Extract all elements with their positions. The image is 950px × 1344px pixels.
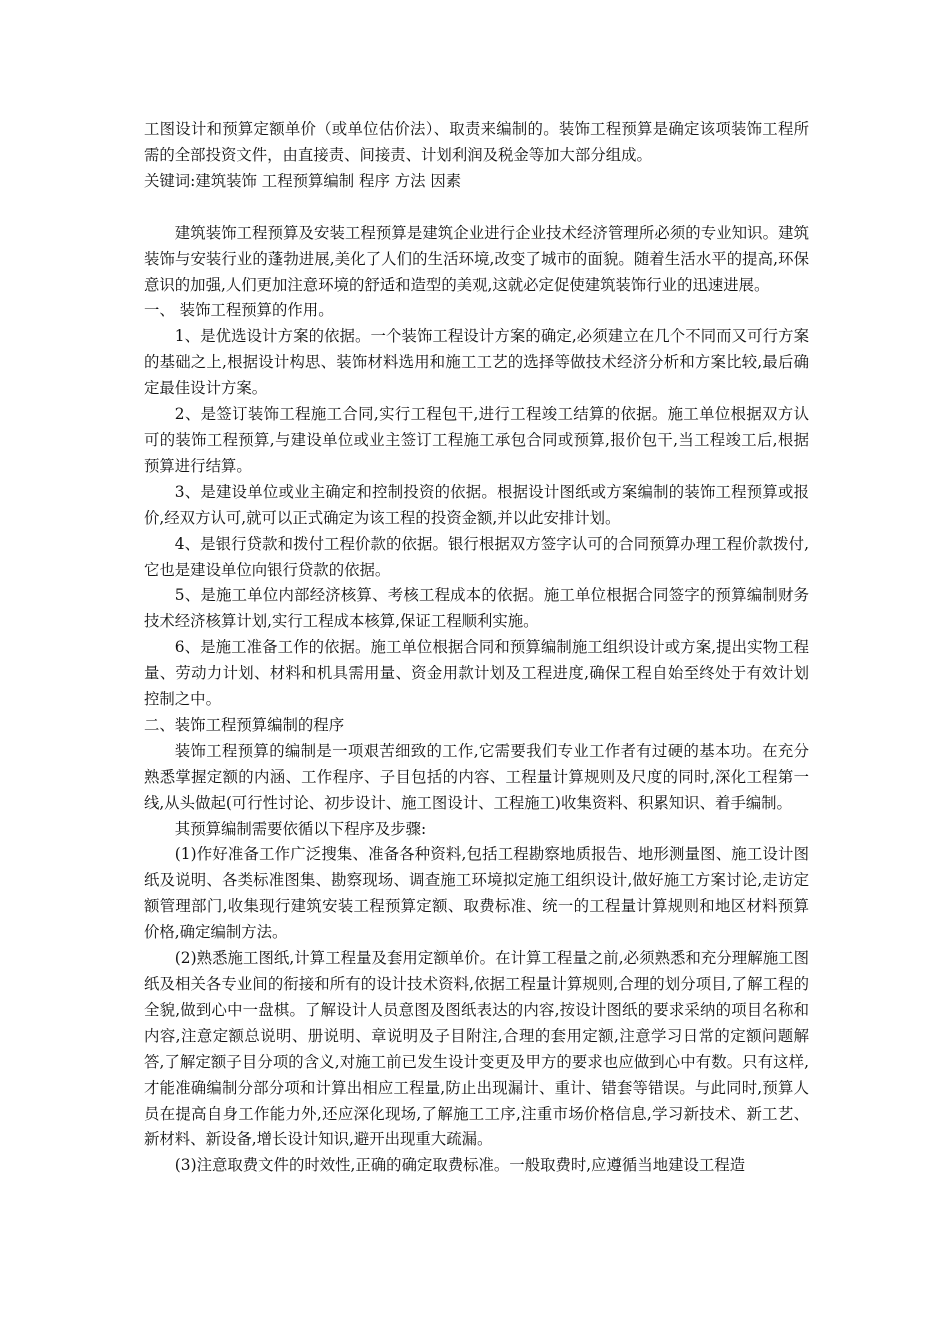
section-1-item: 5、是施工单位内部经济核算、考核工程成本的依据。施工单位根据合同签字的预算编制财务技术经济核算计划,实行工程成本核算,保证工程顺利实施。 xyxy=(144,586,809,631)
document-page xyxy=(144,117,809,1179)
section-2-step: (2)熟悉施工图纸,计算工程量及套用定额单价。在计算工程量之前,必须熟悉和充分理解施工图纸及相关各专业间的衔接和所有的设计技术资料,依据工程量计算规则,合理的划分项目,了解工程的全貌,做到心中一盘棋。了解设计人员意图及图纸表达的内容,按设计图纸的要求采纳的项目名称和内容,注意定额总说明、册说明、章说明及子目附注,合理的套用定额,注意学习日常的定额问题解答,了解定额子目分项的含义,对施工前已发生设计变更及甲方的要求也应做到心中有数。只有这样,才能准确编制分部分项和计算出相应工程量,防止出现漏计、重计、错套等错误。与此同时,预算人员在提高自身工作能力外,还应深化现场,了解施工工序,注重市场价格信息,学习新技术、新工艺、新材料、新设备,增长设计知识,避开出现重大疏漏。 xyxy=(144,949,809,1149)
section-1-heading: 一、 装饰工程预算的作用。 xyxy=(144,301,334,320)
section-1-item: 1、是优选设计方案的依据。一个装饰工程设计方案的确定,必须建立在几个不同而又可行方案的基础之上,根据设计构思、装饰材料选用和施工工艺的选择等做技术经济分析和方案比较,最后确定最佳设计方案。 xyxy=(144,327,809,398)
keywords-line: 关键词:建筑装饰 工程预算编制 程序 方法 因素 xyxy=(144,171,462,190)
section-2-intro: 装饰工程预算的编制是一项艰苦细致的工作,它需要我们专业工作者有过硬的基本功。在充分熟悉掌握定额的内涵、工作程序、子目包括的内容、工程量计算规则及尺度的同时,深化工程第一线,从头做起(可行性讨论、初步设计、施工图设计、工程施工)收集资料、积累知识、着手编制。 xyxy=(144,741,809,812)
section-1-item: 6、是施工准备工作的依据。施工单位根据合同和预算编制施工组织设计或方案,提出实物工程量、劳动力计划、材料和机具需用量、资金用款计划及工程进度,确保工程自始至终处于有效计划控制之中。 xyxy=(144,638,809,709)
section-1-item: 3、是建设单位或业主确定和控制投资的依据。根据设计图纸或方案编制的装饰工程预算或报价,经双方认可,就可以正式确定为该工程的投资金额,并以此安排计划。 xyxy=(144,482,809,527)
section-1-item: 4、是银行贷款和拨付工程价款的依据。银行根据双方签字认可的合同预算办理工程价款拨付,它也是建设单位向银行贷款的依据。 xyxy=(144,534,809,579)
section-2-step: (1)作好准备工作广泛搜集、准备各种资料,包括工程勘察地质报告、地形测量图、施工设计图纸及说明、各类标准图集、勘察现场、调查施工环境拟定施工组织设计,做好施工方案讨论,走访定额管理部门,收集现行建筑安装工程预算定额、取费标准、统一的工程量计算规则和地区材料预算价格,确定编制方法。 xyxy=(144,845,809,942)
section-2-lead: 其预算编制需要依循以下程序及步骤: xyxy=(174,819,427,838)
background-paragraph: 建筑装饰工程预算及安装工程预算是建筑企业进行企业技术经济管理所必须的专业知识。建筑装饰与安装行业的蓬勃进展,美化了人们的生活环境,改变了城市的面貌。随着生活水平的提高,环保意识的加强,人们更加注意环境的舒适和造型的美观,这就必定促使建筑装饰行业的迅速进展。 xyxy=(144,223,809,294)
blank-line xyxy=(144,195,809,221)
section-1-item: 2、是签订装饰工程施工合同,实行工程包干,进行工程竣工结算的依据。施工单位根据双方认可的装饰工程预算,与建设单位或业主签订工程施工承包合同或预算,报价包干,当工程竣工后,根据预算进行结算。 xyxy=(144,405,809,475)
section-2-heading: 二、装饰工程预算编制的程序 xyxy=(144,715,345,734)
section-2-step: (3)注意取费文件的时效性,正确的确定取费标准。一般取费时,应遵循当地建设工程造 xyxy=(174,1156,746,1175)
intro-paragraph: 工图设计和预算定额单价（或单位估价法）、取责来编制的。装饰工程预算是确定该项装饰工程所需的全部投资文件，由直接责、间接责、计划利润及税金等加大部分组成。 xyxy=(144,120,809,164)
